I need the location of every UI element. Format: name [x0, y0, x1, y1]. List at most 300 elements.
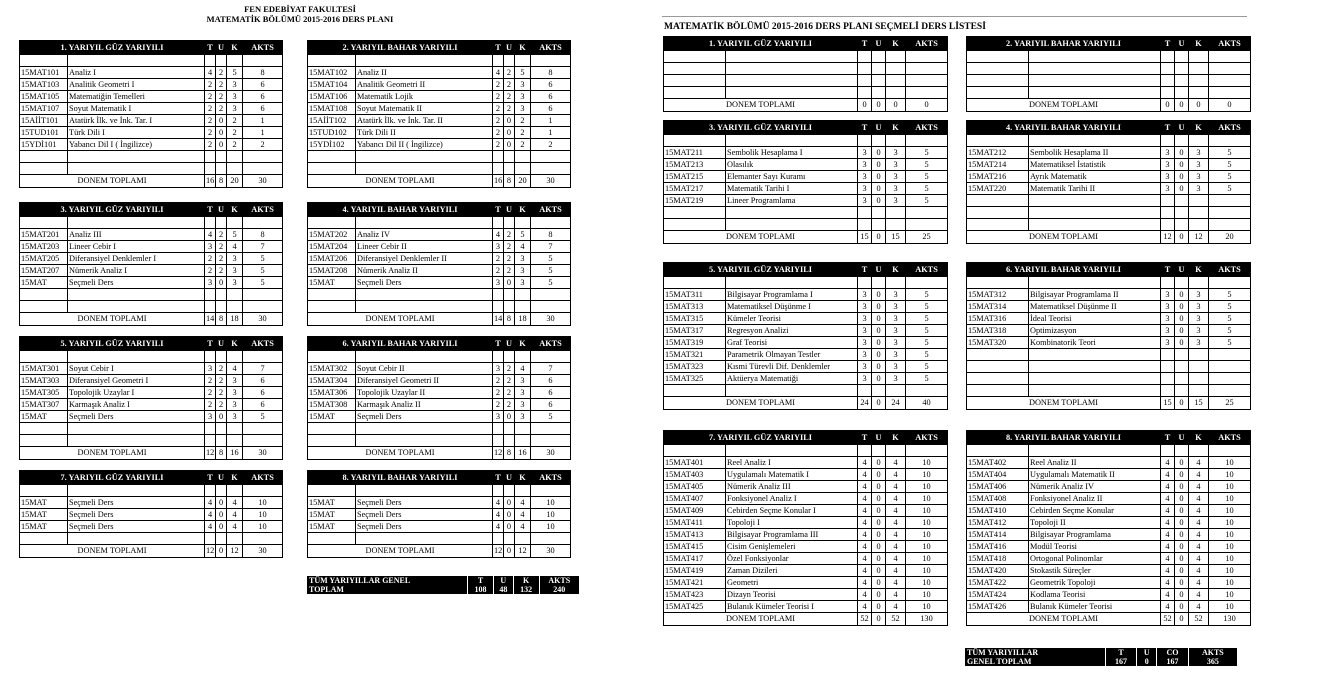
empty-cell [356, 533, 493, 545]
column-label-u: U [504, 41, 515, 55]
course-code: 15MAT204 [308, 241, 356, 253]
course-akts: 10 [531, 497, 571, 509]
course-akts: 7 [531, 363, 571, 375]
course-name: Nümerik Analiz II [356, 265, 493, 277]
course-t: 3 [858, 301, 872, 313]
course-k: 3 [227, 253, 243, 265]
course-akts: 10 [1209, 505, 1251, 517]
semester-table [966, 262, 1251, 410]
course-akts: 5 [906, 313, 948, 325]
course-u: 2 [504, 387, 515, 399]
total-akts: 25 [906, 231, 948, 244]
course-name: Seçmeli Ders [68, 277, 205, 289]
course-name: Lineer Programlama [726, 195, 858, 207]
course-t: 4 [1161, 457, 1175, 469]
total-t: 14 [205, 313, 216, 326]
total-akts: 0 [1209, 99, 1251, 112]
course-t: 2 [493, 79, 504, 91]
course-k: 2 [515, 115, 531, 127]
empty-cell [68, 423, 205, 435]
course-akts: 7 [243, 363, 283, 375]
course-name: Uygulamalı Matematik I [726, 469, 858, 481]
faculty-title: FEN EDEBİYAT FAKULTESİ [244, 4, 356, 14]
course-akts: 5 [1209, 301, 1251, 313]
course-name: Karmaşık Analiz I [68, 399, 205, 411]
course-name: Olasılık [726, 159, 858, 171]
course-akts: 8 [243, 67, 283, 79]
column-label-u: U [216, 337, 227, 351]
empty-cell [1161, 207, 1175, 219]
course-name: Bulanık Kümeler Teorisi [1029, 601, 1161, 613]
empty-cell [531, 163, 571, 175]
course-t: 4 [858, 481, 872, 493]
empty-cell [1209, 195, 1251, 207]
empty-cell [216, 151, 227, 163]
semester-header-row [664, 121, 948, 135]
empty-cell [1161, 63, 1175, 75]
empty-cell [308, 163, 356, 175]
course-u: 0 [1175, 147, 1189, 159]
spacer-row [664, 445, 948, 457]
semester-header-row [20, 203, 283, 217]
course-code: 15MAT108 [308, 103, 356, 115]
course-row [20, 363, 283, 375]
course-row [664, 577, 948, 589]
total-u: 0 [872, 397, 886, 410]
empty-cell [1175, 63, 1189, 75]
column-label-akts: AKTS [243, 471, 283, 485]
course-t: 3 [1161, 147, 1175, 159]
column-label-u: U [872, 37, 886, 51]
empty-cell [906, 445, 948, 457]
column-label-akts: AKTS [1209, 37, 1251, 51]
semester-header-row [308, 471, 571, 485]
empty-cell [308, 289, 356, 301]
course-name: Aktüerya Matematiği [726, 373, 858, 385]
semester-header-row [664, 37, 948, 51]
grand-total-box [307, 576, 579, 594]
column-label-u: U [216, 41, 227, 55]
column-label-u: U [872, 431, 886, 445]
course-row [20, 67, 283, 79]
total-u: 8 [216, 447, 227, 460]
total-k: 52 [1189, 613, 1209, 626]
column-label-t: T [1161, 121, 1175, 135]
course-name: Matematiğin Temelleri [68, 91, 205, 103]
course-k: 3 [1189, 325, 1209, 337]
course-row [20, 265, 283, 277]
column-label-k: K [1189, 263, 1209, 277]
semester-total-label: DONEM TOPLAMI [308, 175, 493, 188]
grand-total-value-t: 167 [1105, 657, 1137, 666]
total-akts: 130 [1209, 613, 1251, 626]
course-code: 15MAT216 [967, 171, 1029, 183]
course-k: 4 [1189, 565, 1209, 577]
course-t: 4 [858, 589, 872, 601]
empty-cell [515, 351, 531, 363]
course-t: 4 [1161, 517, 1175, 529]
course-t: 4 [858, 601, 872, 613]
course-akts: 5 [243, 411, 283, 423]
empty-cell [227, 163, 243, 175]
semester-header-row [308, 337, 571, 351]
course-row [308, 375, 571, 387]
column-label-akts: AKTS [906, 431, 948, 445]
empty-cell [205, 301, 216, 313]
course-akts: 5 [906, 147, 948, 159]
course-code: 15MAT425 [664, 601, 726, 613]
column-label-u: U [216, 203, 227, 217]
course-akts: 10 [906, 529, 948, 541]
empty-cell [1029, 87, 1161, 99]
course-code: 15MAT316 [967, 313, 1029, 325]
course-t: 2 [493, 127, 504, 139]
empty-cell [205, 151, 216, 163]
course-k: 3 [515, 79, 531, 91]
course-code: 15MAT [20, 509, 68, 521]
empty-cell [515, 55, 531, 67]
empty-cell [216, 55, 227, 67]
empty-cell [504, 55, 515, 67]
column-label-t: T [858, 431, 872, 445]
empty-row [308, 289, 571, 301]
plan-title: MATEMATİK BÖLÜMÜ 2015-2016 DERS PLANI [206, 14, 394, 24]
empty-cell [1029, 373, 1161, 385]
empty-cell [531, 151, 571, 163]
course-row [664, 349, 948, 361]
spacer-row [20, 55, 283, 67]
course-code: 15MAT214 [967, 159, 1029, 171]
course-t: 3 [205, 411, 216, 423]
course-row [308, 411, 571, 423]
course-code: 15MAT106 [308, 91, 356, 103]
course-name: Diferansiyel Geometri II [356, 375, 493, 387]
empty-cell [531, 423, 571, 435]
column-label-k: K [227, 337, 243, 351]
course-akts: 6 [531, 91, 571, 103]
total-t: 15 [1161, 397, 1175, 410]
semester-total-row [664, 99, 948, 112]
course-t: 3 [205, 241, 216, 253]
course-akts: 10 [906, 589, 948, 601]
course-t: 2 [205, 387, 216, 399]
course-t: 2 [493, 103, 504, 115]
course-u: 0 [872, 361, 886, 373]
course-u: 0 [1175, 553, 1189, 565]
grand-total-label: TÜM YARIYILLAR GENEL [309, 576, 411, 585]
course-row [20, 399, 283, 411]
empty-cell [872, 51, 886, 63]
total-u: 8 [504, 313, 515, 326]
empty-cell [227, 301, 243, 313]
course-row [20, 241, 283, 253]
course-row [664, 373, 948, 385]
course-akts: 6 [531, 387, 571, 399]
course-t: 3 [858, 373, 872, 385]
course-t: 2 [493, 399, 504, 411]
course-u: 0 [872, 159, 886, 171]
course-row [308, 509, 571, 521]
course-name: Analitik Geometri II [356, 79, 493, 91]
empty-cell [726, 385, 858, 397]
empty-cell [726, 87, 858, 99]
course-akts: 2 [531, 139, 571, 151]
course-k: 4 [515, 241, 531, 253]
course-name: Reel Analiz I [726, 457, 858, 469]
course-u: 0 [216, 115, 227, 127]
course-row [20, 387, 283, 399]
course-k: 4 [515, 509, 531, 521]
course-k: 4 [1189, 541, 1209, 553]
course-akts: 10 [906, 517, 948, 529]
course-u: 0 [504, 115, 515, 127]
empty-cell [243, 485, 283, 497]
course-row [308, 229, 571, 241]
course-t: 2 [205, 265, 216, 277]
course-row [308, 265, 571, 277]
course-row [664, 505, 948, 517]
course-k: 4 [227, 363, 243, 375]
empty-cell [1161, 135, 1175, 147]
course-t: 3 [858, 195, 872, 207]
empty-cell [227, 289, 243, 301]
empty-cell [1189, 445, 1209, 457]
course-akts: 10 [906, 457, 948, 469]
course-name: Matematiksel Düşünme I [726, 301, 858, 313]
total-akts: 25 [1209, 397, 1251, 410]
course-t: 3 [858, 313, 872, 325]
course-row [664, 325, 948, 337]
course-code: 15MAT219 [664, 195, 726, 207]
course-code: 15MAT208 [308, 265, 356, 277]
course-row [308, 277, 571, 289]
semester-total-label: DONEM TOPLAMI [20, 313, 205, 326]
total-k: 0 [886, 99, 906, 112]
semester-total-label: DONEM TOPLAMI [20, 545, 205, 558]
empty-cell [308, 485, 356, 497]
course-u: 2 [216, 387, 227, 399]
semester-total-label: DONEM TOPLAMI [967, 613, 1161, 626]
empty-cell [20, 351, 68, 363]
course-t: 3 [858, 361, 872, 373]
course-row [967, 601, 1251, 613]
empty-cell [216, 533, 227, 545]
total-t: 16 [493, 175, 504, 188]
course-code: 15MAT [20, 521, 68, 533]
empty-cell [858, 63, 872, 75]
course-u: 0 [872, 337, 886, 349]
course-row [664, 195, 948, 207]
empty-cell [227, 55, 243, 67]
course-code: 15MAT403 [664, 469, 726, 481]
course-akts: 6 [243, 387, 283, 399]
course-row [967, 325, 1251, 337]
empty-cell [1029, 63, 1161, 75]
course-code: 15MAT107 [20, 103, 68, 115]
course-name: Nümerik Analiz I [68, 265, 205, 277]
empty-cell [243, 533, 283, 545]
semester-table [966, 430, 1251, 626]
empty-cell [531, 55, 571, 67]
course-name: Sembolik Hesaplama I [726, 147, 858, 159]
semester-title: 4. YARIYIL BAHAR YARIYILI [308, 203, 493, 217]
course-k: 4 [1189, 457, 1209, 469]
course-name: Reel Analiz II [1029, 457, 1161, 469]
total-k: 12 [515, 545, 531, 558]
empty-cell [967, 75, 1029, 87]
course-code: 15MAT220 [967, 183, 1029, 195]
empty-cell [216, 351, 227, 363]
grand-total-col-k: K [513, 576, 539, 585]
course-name: Topoloji II [1029, 517, 1161, 529]
empty-cell [1189, 277, 1209, 289]
course-code: 15MAT307 [20, 399, 68, 411]
course-u: 0 [1175, 601, 1189, 613]
course-akts: 5 [906, 171, 948, 183]
semester-title: 8. YARIYIL BAHAR YARIYILI [967, 431, 1161, 445]
grand-total-col-t: T [468, 576, 494, 585]
grand-total-col-akts: AKTS [1188, 648, 1237, 657]
empty-cell [205, 289, 216, 301]
course-akts: 6 [243, 399, 283, 411]
course-akts: 5 [906, 361, 948, 373]
course-akts: 10 [243, 509, 283, 521]
empty-cell [356, 163, 493, 175]
empty-cell [216, 435, 227, 447]
empty-cell [726, 219, 858, 231]
empty-cell [504, 423, 515, 435]
course-name: Geometri [726, 577, 858, 589]
course-u: 0 [216, 127, 227, 139]
empty-cell [726, 51, 858, 63]
course-u: 2 [216, 253, 227, 265]
total-t: 0 [1161, 99, 1175, 112]
empty-row [20, 435, 283, 447]
total-t: 12 [1161, 231, 1175, 244]
course-u: 0 [1175, 171, 1189, 183]
course-row [20, 103, 283, 115]
course-name: Matematik Tarihi I [726, 183, 858, 195]
course-t: 3 [1161, 301, 1175, 313]
course-code: 15TUD102 [308, 127, 356, 139]
course-t: 3 [858, 337, 872, 349]
column-label-t: T [493, 337, 504, 351]
course-name: Uygulamalı Matematik II [1029, 469, 1161, 481]
column-label-k: K [886, 431, 906, 445]
semester-total-row [20, 313, 283, 326]
semester-table [966, 120, 1251, 244]
course-k: 3 [515, 91, 531, 103]
empty-cell [308, 533, 356, 545]
empty-row [664, 75, 948, 87]
course-akts: 5 [906, 349, 948, 361]
course-akts: 8 [243, 229, 283, 241]
course-k: 2 [515, 127, 531, 139]
spacer-row [20, 351, 283, 363]
course-t: 2 [493, 115, 504, 127]
grand-total-value-akts: 365 [1188, 657, 1237, 666]
course-row [967, 577, 1251, 589]
course-k: 5 [227, 67, 243, 79]
course-row [20, 375, 283, 387]
course-akts: 1 [531, 127, 571, 139]
semester-table [663, 36, 948, 112]
empty-cell [227, 533, 243, 545]
empty-cell [493, 217, 504, 229]
course-akts: 10 [1209, 529, 1251, 541]
course-u: 0 [872, 601, 886, 613]
empty-cell [1209, 219, 1251, 231]
empty-cell [205, 163, 216, 175]
semester-total-row [967, 397, 1251, 410]
semester-total-row [664, 397, 948, 410]
grand-total-col-co: CO [1157, 648, 1189, 657]
course-u: 0 [872, 147, 886, 159]
course-akts: 1 [531, 115, 571, 127]
empty-cell [967, 373, 1029, 385]
empty-cell [308, 435, 356, 447]
course-u: 0 [872, 481, 886, 493]
course-k: 3 [886, 159, 906, 171]
total-akts: 40 [906, 397, 948, 410]
empty-cell [308, 55, 356, 67]
empty-cell [227, 485, 243, 497]
empty-cell [1175, 277, 1189, 289]
empty-cell [68, 533, 205, 545]
grand-total-box [965, 648, 1237, 666]
course-code: 15MAT [308, 277, 356, 289]
course-k: 4 [227, 509, 243, 521]
total-t: 16 [205, 175, 216, 188]
course-u: 0 [872, 325, 886, 337]
empty-row [967, 349, 1251, 361]
course-name: Atatürk İlk. ve İnk. Tar. II [356, 115, 493, 127]
course-akts: 5 [243, 265, 283, 277]
course-row [664, 589, 948, 601]
total-k: 18 [515, 313, 531, 326]
empty-cell [515, 163, 531, 175]
course-t: 2 [205, 253, 216, 265]
spacer-row [967, 51, 1251, 63]
semester-title: 1. YARIYIL GÜZ YARIYILI [664, 37, 858, 51]
semester-header-row [967, 431, 1251, 445]
empty-cell [356, 435, 493, 447]
course-code: 15MAT311 [664, 289, 726, 301]
empty-cell [205, 423, 216, 435]
course-row [967, 147, 1251, 159]
total-k: 12 [227, 545, 243, 558]
course-name: Sembolik Hesaplama II [1029, 147, 1161, 159]
empty-cell [216, 485, 227, 497]
semester-total-row [967, 613, 1251, 626]
course-u: 0 [216, 277, 227, 289]
course-u: 2 [504, 363, 515, 375]
empty-cell [1161, 445, 1175, 457]
empty-cell [886, 135, 906, 147]
course-t: 4 [858, 529, 872, 541]
empty-cell [1175, 75, 1189, 87]
course-k: 4 [886, 457, 906, 469]
course-code: 15MAT203 [20, 241, 68, 253]
course-t: 4 [1161, 553, 1175, 565]
empty-row [664, 207, 948, 219]
empty-cell [308, 217, 356, 229]
course-k: 2 [227, 127, 243, 139]
course-row [20, 253, 283, 265]
empty-cell [68, 301, 205, 313]
course-u: 0 [1175, 541, 1189, 553]
column-label-u: U [1175, 263, 1189, 277]
